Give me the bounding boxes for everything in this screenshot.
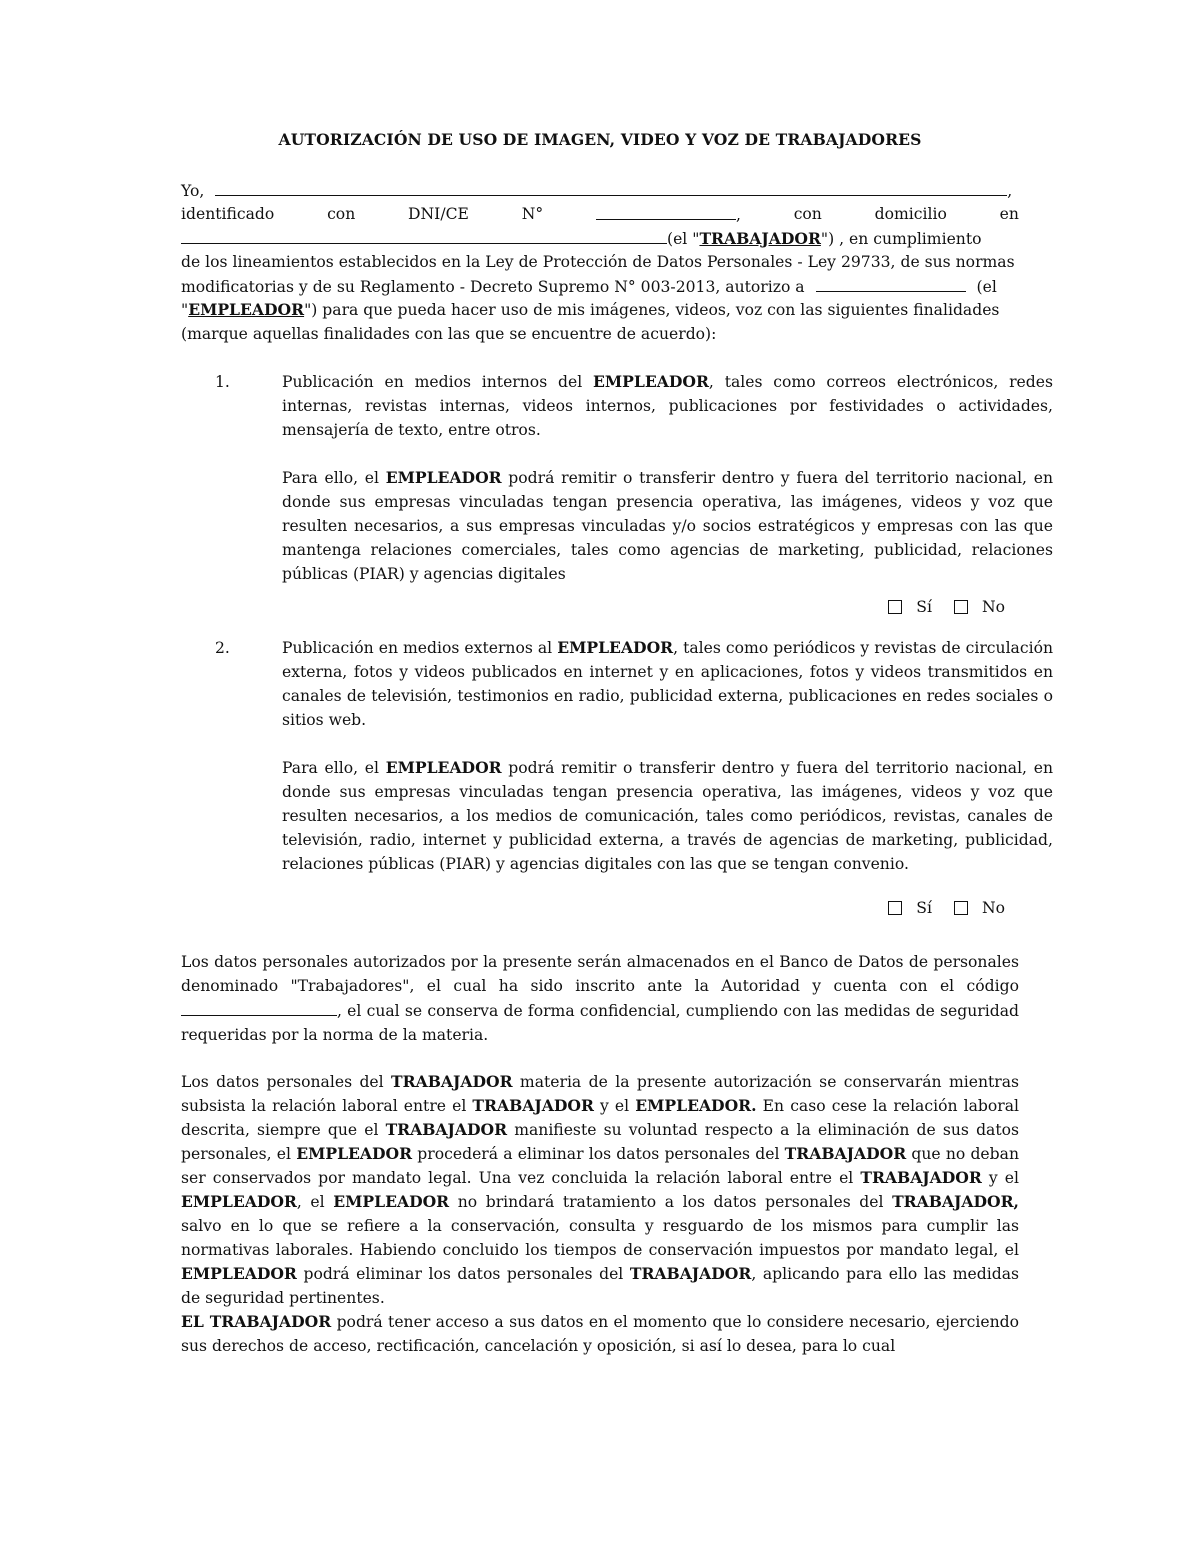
dni-field: , <box>596 202 741 226</box>
consent-options-1 <box>866 595 1005 619</box>
intro-line-6: "EMPLEADOR") para que pueda hacer uso de mis imágenes, videos, voz con las siguientes finalidades <box>181 300 1000 319</box>
address-blank <box>181 226 667 244</box>
name-blank <box>215 178 1007 196</box>
checkbox-no[interactable] <box>954 600 968 614</box>
option-yes[interactable]: Sí <box>888 896 932 920</box>
employer-blank <box>816 274 966 292</box>
document-title: AUTORIZACIÓN DE USO DE IMAGEN, VIDEO Y VOZ DE TRABAJADORES <box>278 130 922 149</box>
item-description: Publicación en medios internos del EMPLEADOR, tales como correos electrónicos, redes internas, revistas internas, videos internos, publicaciones por festividades o actividades, mensajería de texto, entre otros. <box>282 372 1053 439</box>
checkbox-no[interactable] <box>954 901 968 915</box>
dni-blank <box>596 202 736 220</box>
intro-line-name: Yo, , <box>181 178 1019 202</box>
option-yes[interactable]: Sí <box>888 595 932 619</box>
yo-label: Yo, <box>181 182 205 200</box>
empleador-term: EMPLEADOR <box>188 300 305 319</box>
option-no[interactable]: No <box>954 595 1005 619</box>
data-retention-paragraph: Los datos personales del TRABAJADOR materia de la presente autorización se conservarán mientras subsista la relación laboral entre el TRABAJADOR y el EMPLEADOR. En caso cese la relación laboral descrita, siempre que el TRABAJADOR manifieste su voluntad respecto a la eliminación de sus datos personales, el EMPLEADOR procederá a eliminar los datos personales del TRABAJADOR que no deban ser conservados por mandato legal. Una vez concluida la relación laboral entre el TRABAJADOR y el EMPLEADOR, el EMPLEADOR no brindará tratamiento a los datos personales del TRABAJADOR, salvo en lo que se refiere a la conservación, consulta y resguardo de los mismos para cumplir las normativas laborales. Habiendo concluido los tiempos de conservación impuestos por mandato legal, el EMPLEADOR podrá eliminar los datos personales del TRABAJADOR, aplicando para ello las medidas de seguridad pertinentes. <box>181 1072 1020 1307</box>
data-storage-paragraph: Los datos personales autorizados por la presente serán almacenados en el Banco de Datos de personales denominado "Trabajadores", el cual ha sido inscrito ante la Autoridad y cuenta con el código , el cual se conserva de forma confidencial, cumpliendo con las medidas de seguridad requeridas por la norma de la materia. <box>181 953 1019 1044</box>
intro-line-5: modificatorias y de su Reglamento - Decreto Supremo N° 003-2013, autorizo a (el <box>181 274 1019 298</box>
item-transfer-text: Para ello, el EMPLEADOR podrá remitir o transferir dentro y fuera del territorio nacional, en donde sus empresas vinculadas tengan presencia operativa, las imágenes, videos y voz que resulten necesarios, a los medios de comunicación, tales como periódicos, revistas, canales de televisión, radio, internet y publicidad externa, a través de agencias de marketing, publicidad, relaciones públicas (PIAR) y agencias digitales con las que se tengan convenio. <box>282 758 1053 873</box>
checkbox-yes[interactable] <box>888 901 902 915</box>
item-description: Publicación en medios externos al EMPLEADOR, tales como periódicos y revistas de circulación externa, fotos y videos publicados en internet y en aplicaciones, fotos y videos transmitidos en canales de televisión, testimonios en radio, publicidad externa, publicaciones en redes sociales o sitios web. <box>282 638 1054 729</box>
checkbox-yes[interactable] <box>888 600 902 614</box>
intro-line-id: identificado con DNI/CE N° , con domicilio en <box>181 202 1019 226</box>
item-number: 2. <box>215 639 230 657</box>
intro-line-4: de los lineamientos establecidos en la Ley de Protección de Datos Personales - Ley 29733, de sus normas <box>181 253 1015 271</box>
code-blank <box>181 998 337 1016</box>
intro-line-address: (el "TRABAJADOR") , en cumplimiento <box>181 226 1019 250</box>
option-no[interactable]: No <box>954 896 1005 920</box>
intro-line-7: (marque aquellas finalidades con las que se encuentre de acuerdo): <box>181 325 717 343</box>
item-number: 1. <box>215 373 230 391</box>
item-transfer-text: Para ello, el EMPLEADOR podrá remitir o transferir dentro y fuera del territorio nacional, en donde sus empresas vinculadas tengan presencia operativa, las imágenes, videos y voz que resulten necesarios, a sus empresas vinculadas y/o socios estratégicos y empresas con las que mantenga relaciones comerciales, tales como agencias de marketing, publicidad, relaciones públicas (PIAR) y agencias digitales <box>282 468 1053 583</box>
consent-options-2 <box>866 896 1005 920</box>
trabajador-term: TRABAJADOR <box>699 229 821 248</box>
data-access-paragraph: EL TRABAJADOR podrá tener acceso a sus datos en el momento que lo considere necesario, ejerciendo sus derechos de acceso, rectificación, cancelación y oposición, si así lo desea, para lo cual <box>181 1312 1019 1355</box>
